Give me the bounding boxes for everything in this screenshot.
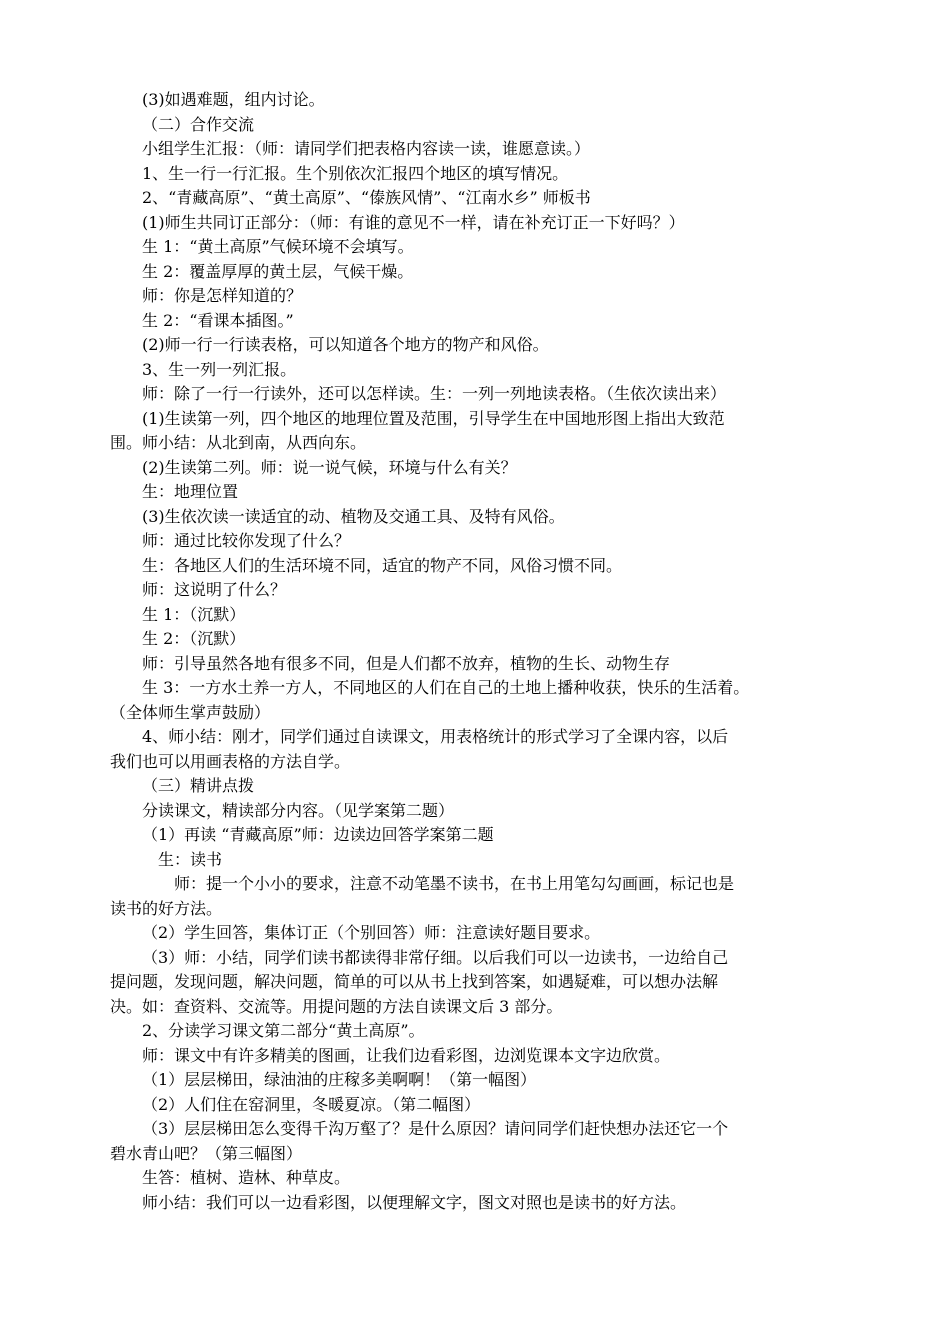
- text-line: 师：提一个小小的要求，注意不动笔墨不读书，在书上用笔勾勾画画，标记也是: [174, 874, 735, 893]
- text-line: (1)生读第一列，四个地区的地理位置及范围，引导学生在中国地形图上指出大致范: [142, 408, 725, 428]
- text-line: 师：课文中有许多精美的图画，让我们边看彩图，边浏览课本文字边欣赏。: [142, 1045, 671, 1065]
- text-line: 小组学生汇报：（师：请同学们把表格内容读一读，谁愿意读。）: [142, 139, 591, 158]
- document-body: [110, 88, 850, 1215]
- text-line: 生：读书: [158, 849, 223, 869]
- text-line: （二）合作交流: [142, 114, 255, 134]
- text-line: (3)如遇难题，组内讨论。: [142, 90, 325, 109]
- text-line: （1）再读 “青藏高原”师：边读边回答学案第二题: [142, 825, 494, 844]
- text-line: （3）层层梯田怎么变得千沟万壑了？是什么原因？请问同学们赶快想办法还它一个: [142, 1119, 729, 1138]
- text-line: （全体师生掌声鼓励）: [110, 702, 271, 722]
- text-line: 师：除了一行一行读外，还可以怎样读。生：一列一列地读表格。（生依次读出来）: [142, 384, 727, 403]
- text-line: 师：你是怎样知道的？: [142, 286, 303, 305]
- text-line: 师：通过比较你发现了什么？: [142, 531, 351, 550]
- text-line: （3）师：小结，同学们读书都读得非常仔细。以后我们可以一边读书，一边给自己: [142, 947, 729, 967]
- text-line: 生 2：“看课本插图。”: [142, 310, 294, 330]
- text-line: （1）层层梯田，绿油油的庄稼多美啊啊！（第一幅图）: [142, 1070, 537, 1089]
- text-line: 生：地理位置: [142, 482, 239, 501]
- text-line: 1、生一行一行汇报。生个别依次汇报四个地区的填写情况。: [142, 163, 569, 183]
- text-line: (2)师一行一行读表格，可以知道各个地方的物产和风俗。: [142, 335, 549, 354]
- text-line: （2）人们住在窑洞里，冬暖夏凉。（第二幅图）: [142, 1094, 481, 1114]
- text-line: 我们也可以用画表格的方法自学。: [110, 751, 351, 771]
- text-line: 决。如：查资料、交流等。用提问题的方法自读课文后 3 部分。: [110, 996, 563, 1016]
- text-line: 师小结：我们可以一边看彩图，以便理解文字，图文对照也是读书的好方法。: [142, 1192, 687, 1212]
- text-line: 生答：植树、造林、种草皮。: [142, 1168, 351, 1187]
- text-line: 生 1：“黄土高原”气候环境不会填写。: [142, 237, 414, 256]
- text-line: 2、“青藏高原”、“黄土高原”、“傣族风情”、“江南水乡” 师板书: [142, 188, 591, 207]
- text-line: 3、生一列一列汇报。: [142, 359, 297, 379]
- text-line: （三）精讲点拨: [142, 776, 255, 795]
- text-line: 生 2：（沉默）: [142, 629, 246, 648]
- text-line: 4、师小结：刚才，同学们通过自读课文，用表格统计的形式学习了全课内容，以后: [142, 727, 729, 746]
- text-line: 生 3：一方水土养一方人，不同地区的人们在自己的土地上播种收获，快乐的生活着。: [142, 678, 750, 697]
- text-line: 2、分读学习课文第二部分“黄土高原”。: [142, 1021, 425, 1040]
- text-line: 师：这说明了什么？: [142, 580, 287, 599]
- text-line: 碧水青山吧？（第三幅图）: [110, 1143, 303, 1163]
- text-line: 提问题，发现问题，解决问题，简单的可以从书上找到答案，如遇疑难，可以想办法解: [110, 972, 719, 991]
- text-line: (2)生读第二列。师：说一说气候，环境与什么有关？: [142, 457, 517, 477]
- text-line: (1)师生共同订正部分：（师：有谁的意见不一样，请在补充订正一下好吗？）: [142, 212, 685, 232]
- text-line: 围。师小结：从北到南，从西向东。: [110, 433, 367, 452]
- text-line: 生：各地区人们的生活环境不同，适宜的物产不同，风俗习惯不同。: [142, 555, 623, 575]
- text-line: 读书的好方法。: [110, 898, 223, 918]
- text-line: （2）学生回答，集体订正（个别回答）师：注意读好题目要求。: [142, 923, 601, 942]
- text-line: 生 2：覆盖厚厚的黄土层，气候干燥。: [142, 261, 414, 281]
- text-line: (3)生依次读一读适宜的动、植物及交通工具、及特有风俗。: [142, 506, 565, 526]
- text-line: 分读课文，精读部分内容。（见学案第二题）: [142, 800, 455, 820]
- text-line: 师：引导虽然各地有很多不同，但是人们都不放弃，植物的生长、动物生存: [142, 653, 671, 673]
- text-line: 生 1：（沉默）: [142, 604, 246, 624]
